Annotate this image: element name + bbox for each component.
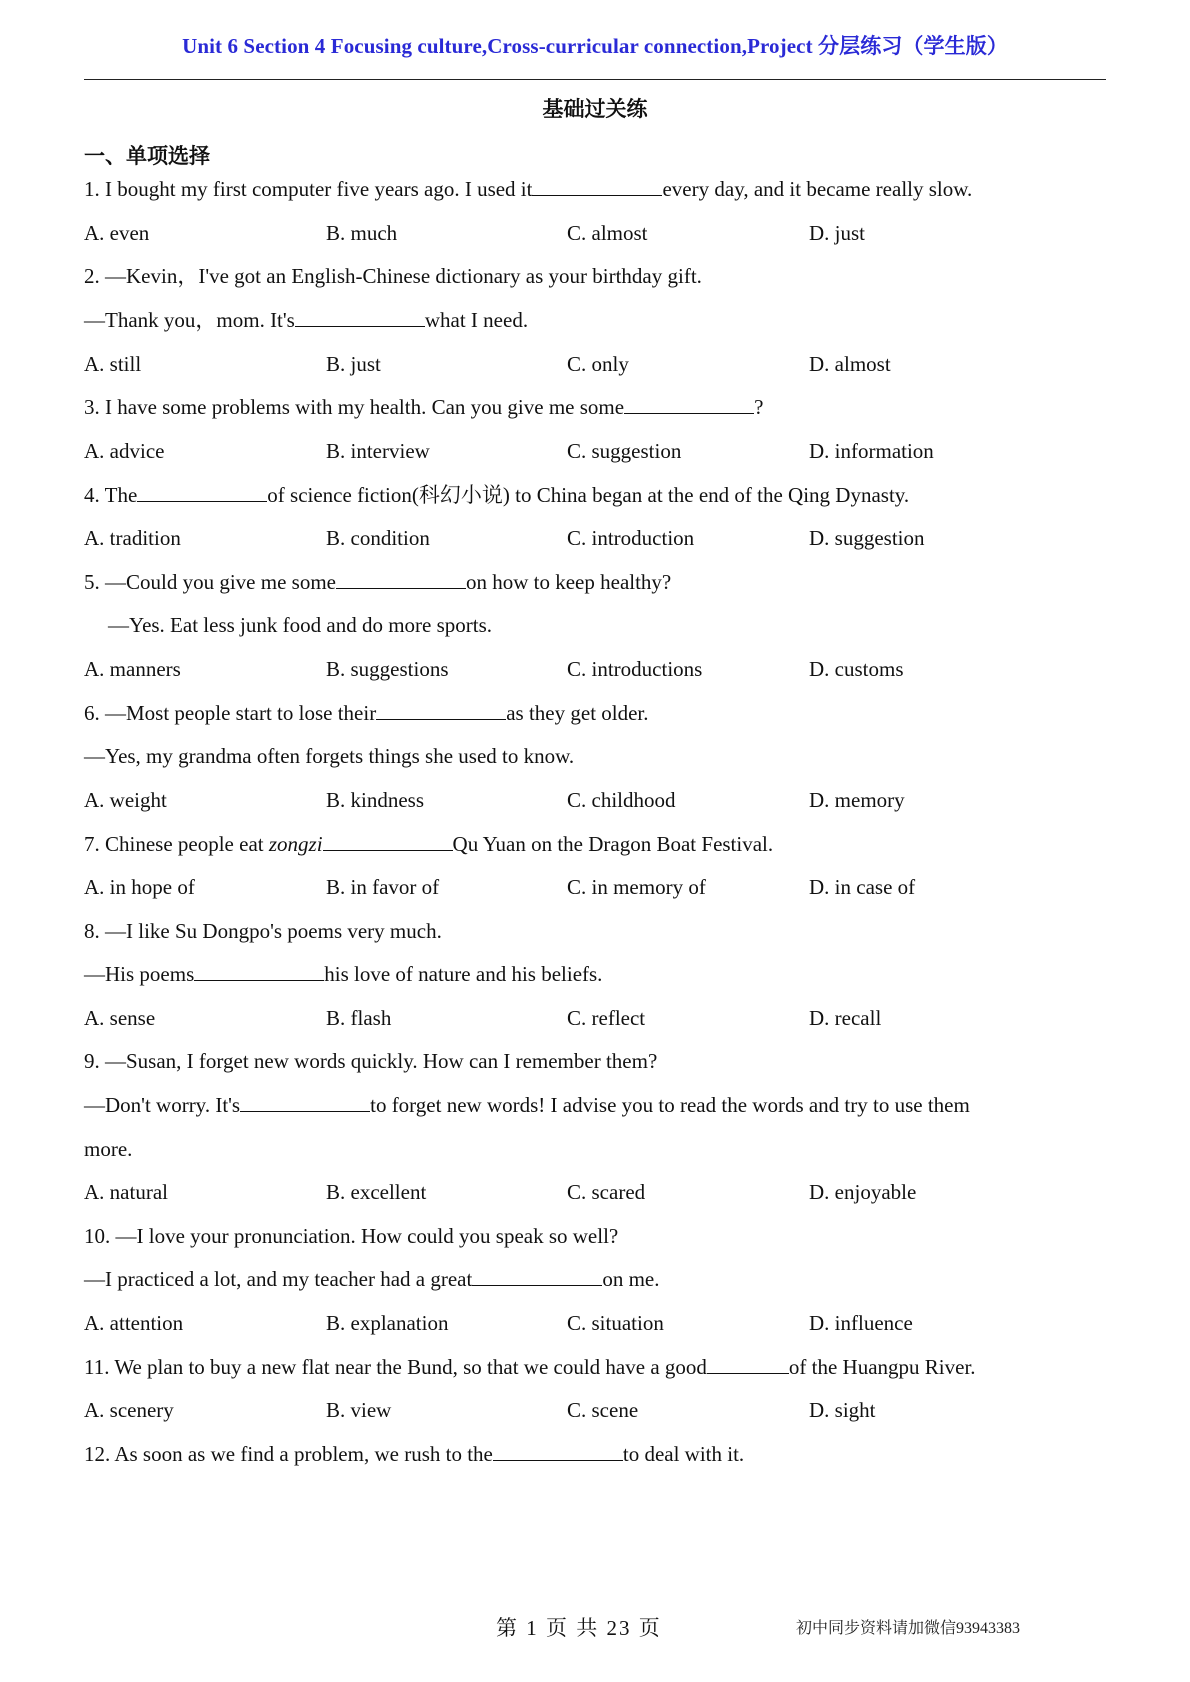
option-a[interactable]: A. attention	[84, 1311, 184, 1335]
answer-blank[interactable]	[472, 1267, 602, 1286]
question-11-options	[84, 1398, 1106, 1424]
option-c[interactable]: C. only	[567, 352, 629, 376]
question-2-reply: —Thank you，mom. It's what I need.	[84, 308, 529, 332]
option-c[interactable]: C. scared	[567, 1180, 646, 1204]
answer-blank[interactable]	[240, 1093, 370, 1112]
option-a[interactable]: A. still	[84, 352, 142, 376]
option-b[interactable]: B. suggestions	[326, 657, 449, 681]
option-c[interactable]: C. almost	[567, 221, 648, 245]
option-b[interactable]: B. view	[326, 1398, 392, 1422]
answer-blank[interactable]	[194, 962, 324, 981]
question-3-stem: 3. I have some problems with my health. Can you give me some ?	[84, 395, 764, 419]
question-1-options	[84, 221, 1106, 247]
question-5-options	[84, 657, 1106, 683]
option-d[interactable]: D. almost	[809, 352, 891, 376]
italic-term: zongzi	[268, 832, 323, 856]
option-b[interactable]: B. condition	[326, 526, 430, 550]
option-c[interactable]: C. in memory of	[567, 875, 706, 899]
question-9-options	[84, 1180, 1106, 1206]
section-title: 基础过关练	[542, 97, 648, 121]
answer-blank[interactable]	[323, 832, 453, 851]
option-c[interactable]: C. childhood	[567, 788, 676, 812]
question-5-stem: 5. —Could you give me some on how to keep healthy?	[84, 570, 672, 594]
document-header: Unit 6 Section 4 Focusing culture,Cross-curricular connection,Project 分层练习（学生版）	[182, 34, 1008, 58]
option-d[interactable]: D. suggestion	[809, 526, 925, 550]
answer-blank[interactable]	[707, 1355, 789, 1374]
option-c[interactable]: C. reflect	[567, 1006, 646, 1030]
question-8-options	[84, 1006, 1106, 1032]
option-c[interactable]: C. introduction	[567, 526, 695, 550]
question-2-options	[84, 352, 1106, 378]
answer-blank[interactable]	[137, 483, 267, 502]
question-8-reply: —His poems his love of nature and his beliefs.	[84, 962, 603, 986]
question-9-stem: 9. —Susan, I forget new words quickly. How can I remember them?	[84, 1049, 658, 1073]
question-7-options	[84, 875, 1106, 901]
option-c[interactable]: C. introductions	[567, 657, 703, 681]
question-10-stem: 10. —I love your pronunciation. How could you speak so well?	[84, 1224, 619, 1248]
question-6-stem: 6. —Most people start to lose their as they get older.	[84, 701, 649, 725]
question-2-stem: 2. —Kevin，I've got an English-Chinese dictionary as your birthday gift.	[84, 264, 702, 288]
part-title: 一、单项选择	[84, 144, 210, 168]
option-b[interactable]: B. much	[326, 221, 398, 245]
question-9-reply-cont: more.	[84, 1137, 133, 1161]
option-b[interactable]: B. flash	[326, 1006, 392, 1030]
question-6-reply: —Yes, my grandma often forgets things she used to know.	[84, 744, 575, 768]
answer-blank[interactable]	[532, 177, 662, 196]
option-a[interactable]: A. in hope of	[84, 875, 195, 899]
question-12-stem: 12. As soon as we find a problem, we rush to the to deal with it.	[84, 1442, 745, 1466]
answer-blank[interactable]	[624, 395, 754, 414]
option-a[interactable]: A. even	[84, 221, 150, 245]
answer-blank[interactable]	[493, 1442, 623, 1461]
option-d[interactable]: D. sight	[809, 1398, 876, 1422]
option-c[interactable]: C. scene	[567, 1398, 639, 1422]
question-4-stem: 4. The of science fiction(科幻小说) to China began at the end of the Qing Dynasty.	[84, 483, 910, 507]
footer-note: 初中同步资料请加微信93943383	[796, 1620, 1021, 1637]
option-d[interactable]: D. customs	[809, 657, 904, 681]
option-b[interactable]: B. in favor of	[326, 875, 440, 899]
option-a[interactable]: A. sense	[84, 1006, 156, 1030]
question-4-options	[84, 526, 1106, 552]
option-d[interactable]: D. in case of	[809, 875, 916, 899]
option-d[interactable]: D. memory	[809, 788, 905, 812]
question-11-stem: 11. We plan to buy a new flat near the Bund, so that we could have a good of the Huangpu River.	[84, 1355, 976, 1379]
question-6-options	[84, 788, 1106, 814]
option-a[interactable]: A. natural	[84, 1180, 168, 1204]
option-d[interactable]: D. enjoyable	[809, 1180, 917, 1204]
option-a[interactable]: A. weight	[84, 788, 167, 812]
question-8-stem: 8. —I like Su Dongpo's poems very much.	[84, 919, 442, 943]
page-number: 第 1 页 共 23 页	[496, 1616, 662, 1640]
option-a[interactable]: A. scenery	[84, 1398, 174, 1422]
option-a[interactable]: A. tradition	[84, 526, 181, 550]
question-10-options	[84, 1311, 1106, 1337]
question-9-reply: —Don't worry. It's to forget new words! I advise you to read the words and try to use them	[84, 1093, 970, 1117]
answer-blank[interactable]	[376, 701, 506, 720]
answer-blank[interactable]	[336, 570, 466, 589]
option-c[interactable]: C. situation	[567, 1311, 664, 1335]
option-b[interactable]: B. excellent	[326, 1180, 427, 1204]
question-1-stem: 1. I bought my first computer five years ago. I used it every day, and it became really slow.	[84, 177, 973, 201]
option-a[interactable]: A. manners	[84, 657, 181, 681]
option-c[interactable]: C. suggestion	[567, 439, 682, 463]
question-3-options	[84, 439, 1106, 465]
question-5-reply: —Yes. Eat less junk food and do more sports.	[108, 613, 493, 637]
question-7-stem: 7. Chinese people eat zongzi Qu Yuan on the Dragon Boat Festival.	[84, 832, 774, 856]
option-b[interactable]: B. kindness	[326, 788, 425, 812]
answer-blank[interactable]	[295, 308, 425, 327]
option-b[interactable]: B. just	[326, 352, 381, 376]
header-divider	[84, 79, 1106, 80]
option-d[interactable]: D. recall	[809, 1006, 882, 1030]
option-b[interactable]: B. explanation	[326, 1311, 449, 1335]
option-d[interactable]: D. information	[809, 439, 934, 463]
option-d[interactable]: D. influence	[809, 1311, 913, 1335]
option-d[interactable]: D. just	[809, 221, 866, 245]
option-a[interactable]: A. advice	[84, 439, 165, 463]
question-10-reply: —I practiced a lot, and my teacher had a great on me.	[84, 1267, 660, 1291]
option-b[interactable]: B. interview	[326, 439, 430, 463]
